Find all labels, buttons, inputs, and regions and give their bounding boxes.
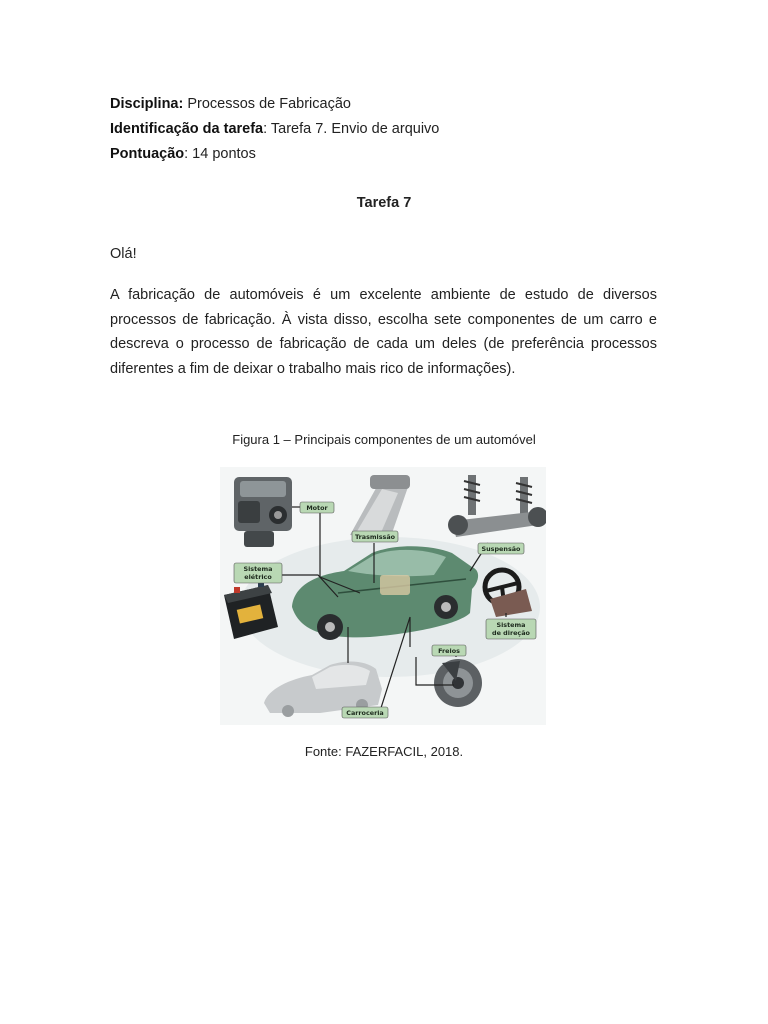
svg-text:Carroceria: Carroceria bbox=[346, 709, 384, 717]
car-components-illustration bbox=[220, 467, 546, 725]
svg-text:Freios: Freios bbox=[438, 647, 460, 655]
task-description: A fabricação de automóveis é um excelente ambiente de estudo de diversos processos de fabricação. À vista disso, escolha sete componentes de um carro e descreva o processo de fabricação de cada um deles (de preferência processos diferentes a fim de deixar o trabalho mais rico de informações). bbox=[110, 287, 657, 377]
svg-text:Sistema: Sistema bbox=[243, 565, 273, 573]
label-motor bbox=[300, 502, 334, 513]
label-transmissao bbox=[352, 531, 398, 542]
task-id-value: : Tarefa 7. Envio de arquivo bbox=[263, 121, 440, 137]
brake-icon bbox=[434, 659, 482, 707]
score-line bbox=[110, 145, 256, 163]
score-label: Pontuação bbox=[110, 146, 185, 162]
label-suspensao bbox=[478, 543, 524, 554]
greeting: Olá! bbox=[110, 246, 137, 262]
label-sistema-eletrico bbox=[234, 563, 282, 583]
task-title: Tarefa 7 bbox=[356, 195, 412, 211]
svg-text:elétrico: elétrico bbox=[244, 573, 272, 581]
svg-text:Motor: Motor bbox=[306, 504, 328, 512]
discipline-line bbox=[110, 95, 351, 113]
svg-text:Trasmissão: Trasmissão bbox=[354, 533, 396, 541]
task-id-line bbox=[110, 120, 439, 138]
car-components-figure bbox=[220, 467, 546, 725]
discipline-label: Disciplina: bbox=[110, 96, 184, 112]
label-freios bbox=[432, 645, 466, 656]
discipline-value: Processos de Fabricação bbox=[183, 96, 351, 112]
svg-text:Suspensão: Suspensão bbox=[481, 545, 521, 553]
svg-text:Sistema: Sistema bbox=[496, 621, 526, 629]
figure-source: Fonte: FAZERFACIL, 2018. bbox=[304, 744, 464, 759]
figure-caption: Figura 1 – Principais componentes de um automóvel bbox=[232, 432, 536, 447]
task-id-label: Identificação da tarefa bbox=[110, 121, 264, 137]
score-value: : 14 pontos bbox=[184, 146, 256, 162]
label-carroceria bbox=[342, 707, 388, 718]
svg-text:de direção: de direção bbox=[492, 629, 530, 637]
label-sistema-direcao bbox=[486, 619, 536, 639]
